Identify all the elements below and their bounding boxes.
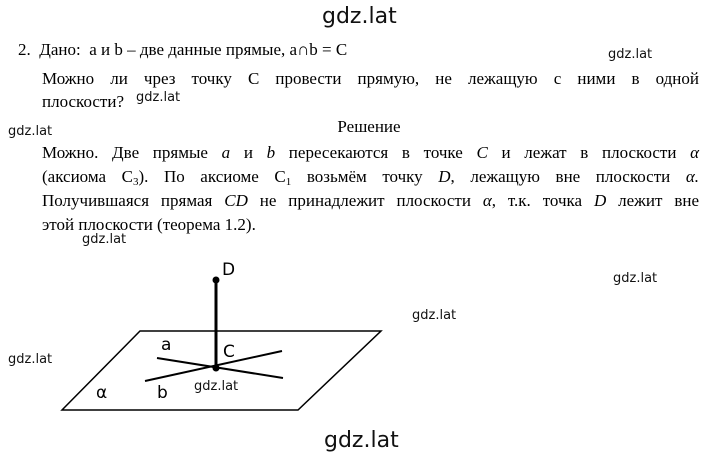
watermark-bottom: gdz.lat xyxy=(324,428,399,453)
var-d: D xyxy=(593,191,607,210)
given-text: a и b – две данные прямые, a∩b = C xyxy=(89,40,348,59)
var-c: C xyxy=(476,143,488,162)
watermark-after-theorem: gdz.lat xyxy=(82,232,127,247)
watermark-top: gdz.lat xyxy=(322,4,397,29)
problem-number: 2. xyxy=(18,40,31,59)
question-line-1: Можно ли чрез точку C провести прямую, не лежащую с ними в одной xyxy=(42,69,699,88)
label-c: C xyxy=(223,342,235,362)
solution-text: возьмём точку xyxy=(306,167,423,186)
var-alpha: α. xyxy=(685,167,699,186)
solution-heading: Решение xyxy=(337,117,401,136)
solution-text: ). По аксиоме C xyxy=(138,167,286,186)
label-a: a xyxy=(161,335,172,355)
solution-text: и лежат в плоскости xyxy=(501,143,677,162)
watermark-right-2: gdz.lat xyxy=(613,271,658,286)
point-d xyxy=(213,277,220,284)
var-cd: CD xyxy=(224,191,248,210)
plane-alpha xyxy=(62,331,381,410)
question-line-2: плоскости? xyxy=(42,92,124,111)
solution-text: Получившаяся прямая xyxy=(42,191,213,210)
solution-text: (аксиома C xyxy=(42,167,133,186)
var-b: b xyxy=(266,143,276,162)
var-d: D xyxy=(438,167,451,186)
solution-text: лежит вне xyxy=(618,191,699,210)
watermark-figure: gdz.lat xyxy=(194,379,239,394)
watermark-left-1: gdz.lat xyxy=(8,124,53,139)
watermark-right-1: gdz.lat xyxy=(608,47,653,62)
subscript: 3 xyxy=(132,176,139,188)
label-d: D xyxy=(222,260,236,280)
label-b: b xyxy=(157,383,168,403)
subscript: 1 xyxy=(285,176,292,188)
solution-text: Можно. Две прямые xyxy=(42,143,208,162)
solution-text: пересекаются в точке xyxy=(288,143,463,162)
solution-text: и xyxy=(243,143,253,162)
given-label: Дано: xyxy=(39,40,81,59)
watermark-after-question: gdz.lat xyxy=(136,90,181,105)
watermark-mid-right: gdz.lat xyxy=(412,308,457,323)
label-alpha: α xyxy=(96,383,108,403)
solution-line-4: этой плоскости (теорема 1.2). xyxy=(42,215,256,234)
solution-text: , лежащую вне плоскости xyxy=(450,167,671,186)
var-alpha: α xyxy=(690,143,700,162)
var-alpha: α xyxy=(482,191,492,210)
var-a: a xyxy=(221,143,231,162)
point-c xyxy=(213,365,220,372)
solution-text: не принадлежит плоскости xyxy=(259,191,471,210)
watermark-left-2: gdz.lat xyxy=(8,352,53,367)
solution-text: , т.к. точка xyxy=(491,191,583,210)
